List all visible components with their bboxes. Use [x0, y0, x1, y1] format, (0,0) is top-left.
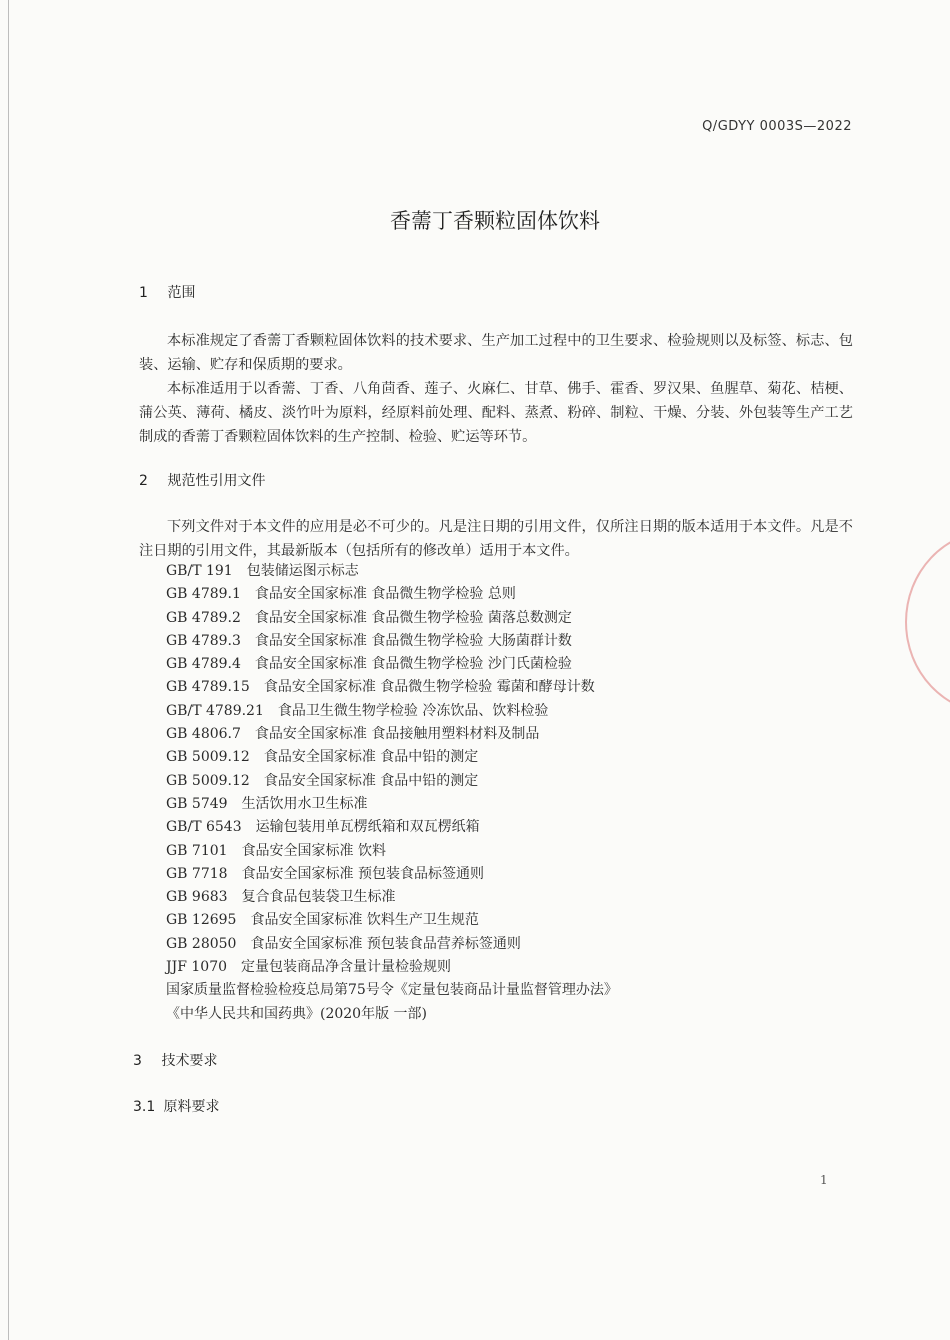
section-number: 3: [133, 1053, 142, 1069]
reference-name: 《中华人民共和国药典》(2020年版 一部): [166, 1005, 428, 1022]
reference-item: [166, 863, 618, 886]
reference-item: [166, 653, 618, 676]
reference-name: 食品安全国家标准 食品微生物学检验 总则: [254, 586, 516, 603]
reference-name: 食品安全国家标准 食品中铅的测定: [263, 749, 479, 766]
reference-item: [166, 607, 618, 630]
reference-name: 食品安全国家标准 饮料生产卫生规范: [250, 912, 479, 929]
reference-name: 包装储运图示标志: [246, 563, 359, 579]
reference-name: 食品安全国家标准 食品微生物学检验 霉菌和酵母计数: [263, 679, 595, 696]
reference-name: 食品安全国家标准 饮料: [241, 842, 387, 859]
reference-code: GB 4789.15: [166, 679, 250, 696]
reference-item: [166, 700, 618, 723]
scope-paragraph-1: 本标准规定了香薷丁香颗粒固体饮料的技术要求、生产加工过程中的卫生要求、检验规则以及标签、标志、包装、运输、贮存和保质期的要求。: [139, 333, 853, 373]
section-1-heading: [139, 282, 195, 302]
reference-code: GB/T 6543: [166, 819, 242, 836]
reference-code: GB 7718: [166, 865, 228, 882]
section-3-1-heading: [133, 1096, 219, 1116]
reference-item: [166, 746, 618, 769]
reference-list: [166, 560, 618, 1026]
reference-code: GB 4789.2: [166, 609, 241, 626]
reference-code: GB 7101: [166, 842, 228, 859]
scan-margin-line: [8, 0, 9, 1340]
section-title: 技术要求: [161, 1053, 218, 1069]
reference-item: [166, 583, 618, 606]
normative-intro: [139, 515, 853, 563]
reference-code: GB/T 191: [166, 563, 233, 579]
reference-item: [166, 1003, 618, 1026]
reference-item: [166, 560, 618, 583]
reference-name: 食品安全国家标准 食品微生物学检验 沙门氏菌检验: [254, 656, 572, 673]
reference-code: GB 4806.7: [166, 726, 241, 743]
section-number: 1: [139, 285, 148, 301]
reference-code: GB 4789.4: [166, 656, 241, 673]
reference-name: 运输包装用单瓦楞纸箱和双瓦楞纸箱: [255, 819, 480, 836]
reference-name: 食品安全国家标准 食品微生物学检验 大肠菌群计数: [254, 632, 572, 649]
scope-text: [139, 329, 853, 449]
reference-code: GB 5009.12: [166, 749, 250, 766]
section-number: 2: [139, 473, 148, 489]
reference-name: 食品安全国家标准 食品微生物学检验 菌落总数测定: [254, 609, 572, 626]
reference-item: [166, 770, 618, 793]
reference-item: [166, 933, 618, 956]
reference-item: [166, 723, 618, 746]
reference-code: JJF 1070: [166, 959, 228, 976]
section-2-heading: [139, 470, 265, 490]
document-code: Q/GDYY 0003S—2022: [702, 119, 852, 134]
reference-code: GB 4789.3: [166, 632, 241, 649]
reference-item: [166, 909, 618, 932]
reference-name: 生活饮用水卫生标准: [241, 795, 368, 812]
normative-intro-paragraph: 下列文件对于本文件的应用是必不可少的。凡是注日期的引用文件，仅所注日期的版本适用于本文件。凡是不注日期的引用文件，其最新版本（包括所有的修改单）适用于本文件。: [139, 519, 853, 559]
reference-item: [166, 630, 618, 653]
document-title: 香薷丁香颗粒固体饮料: [390, 209, 600, 233]
reference-name: 食品安全国家标准 食品中铅的测定: [263, 772, 479, 789]
section-title: 范围: [167, 285, 196, 301]
reference-code: GB 5749: [166, 795, 228, 812]
reference-name: 食品安全国家标准 预包装食品营养标签通则: [250, 935, 521, 952]
reference-item: [166, 793, 618, 816]
reference-code: GB 12695: [166, 912, 237, 929]
section-title: 规范性引用文件: [167, 473, 266, 489]
reference-code: GB 28050: [166, 935, 237, 952]
reference-code: GB 5009.12: [166, 772, 250, 789]
reference-item: [166, 816, 618, 839]
scope-paragraph-2: 本标准适用于以香薷、丁香、八角茴香、莲子、火麻仁、甘草、佛手、霍香、罗汉果、鱼腥草、菊花、桔梗、蒲公英、薄荷、橘皮、淡竹叶为原料，经原料前处理、配料、蒸煮、粉碎、制粒、干燥、分装、外包装等生产工艺制成的香薷丁香颗粒固体饮料的生产控制、检验、贮运等环节。: [139, 381, 853, 445]
red-seal-stamp: [905, 530, 950, 714]
reference-name: 食品安全国家标准 食品接触用塑料材料及制品: [254, 726, 540, 743]
reference-code: GB/T 4789.21: [166, 702, 264, 719]
reference-code: GB 4789.1: [166, 586, 241, 603]
section-number: 3.1: [133, 1099, 156, 1115]
reference-item: [166, 886, 618, 909]
reference-item: [166, 676, 618, 699]
section-3-heading: [133, 1050, 217, 1070]
page-number: 1: [820, 1173, 828, 1187]
reference-name: 定量包装商品净含量计量检验规则: [241, 959, 452, 976]
reference-item: [166, 840, 618, 863]
reference-item: [166, 979, 618, 1002]
section-title: 原料要求: [163, 1099, 220, 1115]
reference-name: 食品安全国家标准 预包装食品标签通则: [241, 865, 485, 882]
reference-name: 国家质量监督检验检疫总局第75号令《定量包装商品计量监督管理办法》: [166, 982, 618, 999]
reference-code: GB 9683: [166, 889, 228, 906]
reference-name: 食品卫生微生物学检验 冷冻饮品、饮料检验: [277, 702, 549, 719]
reference-item: [166, 956, 618, 979]
reference-name: 复合食品包装袋卫生标准: [241, 889, 396, 906]
